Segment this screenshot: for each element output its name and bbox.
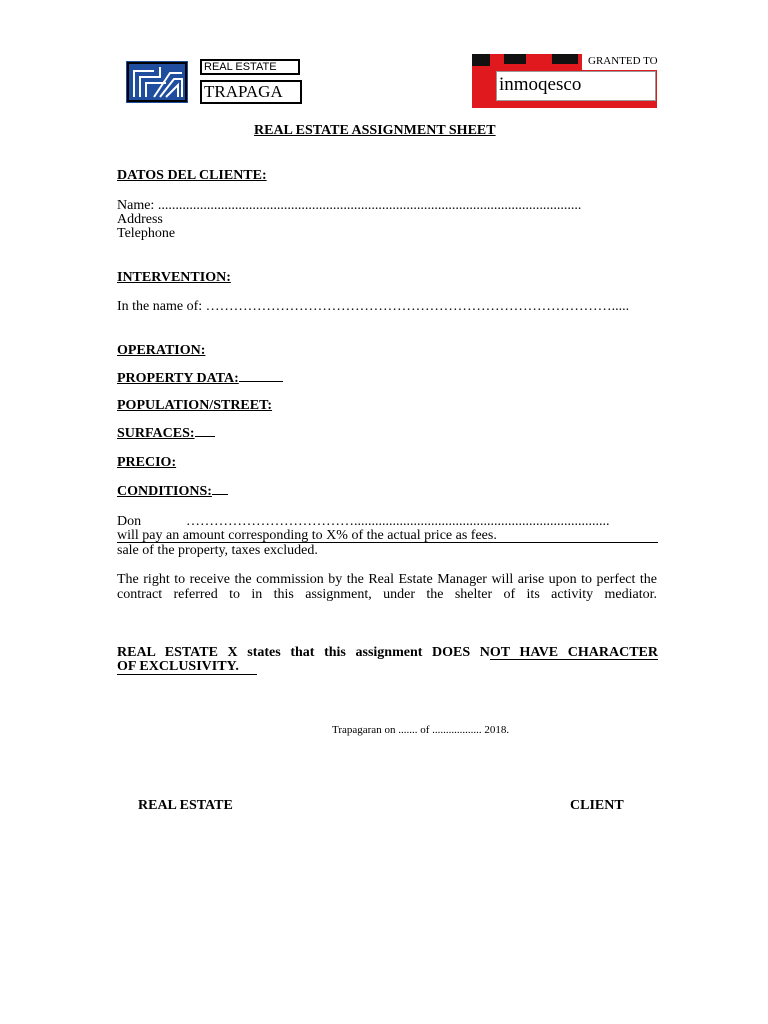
surfaces-blank (195, 436, 215, 437)
property-data-blank (239, 381, 283, 382)
place-date-line: Trapagaran on ....... of .................. 2018. (332, 724, 510, 736)
sale-line: sale of the property, taxes excluded. (117, 543, 318, 558)
granted-to-label: GRANTED TO (588, 55, 658, 67)
client-data-heading: DATOS DEL CLIENTE: (117, 168, 267, 183)
population-street-heading: POPULATION/STREET: (117, 398, 273, 413)
commission-paragraph: The right to receive the commission by the Real Estate Manager will arise upon to perfect the contract referred to in this assignment, under the shelter of its activity mediator. (117, 572, 657, 602)
client-telephone-label: Telephone (117, 226, 176, 241)
don-label: Don (117, 514, 142, 529)
precio-heading: PRECIO: (117, 455, 177, 470)
exclusivity-line-2: OF EXCLUSIVITY. (117, 659, 257, 675)
signature-real-estate: REAL ESTATE (138, 798, 233, 813)
client-name-line: Name: ......................................................................................................................... (117, 198, 582, 213)
exclusivity-line-1: REAL ESTATE X states that this assignment DOES NOT HAVE CHARACTER (117, 645, 658, 660)
property-data-heading: PROPERTY DATA: (117, 371, 283, 387)
logo-text-trapaga: TRAPAGA (200, 80, 302, 104)
surfaces-heading: SURFACES: (117, 426, 215, 442)
company-logo (126, 61, 188, 103)
exclusivity-underline (490, 659, 658, 660)
page-title: REAL ESTATE ASSIGNMENT SHEET (254, 123, 496, 138)
fees-line: will pay an amount corresponding to X% of the actual price as fees. (117, 528, 658, 543)
conditions-blank (212, 494, 228, 495)
intervention-heading: INTERVENTION: (117, 270, 231, 285)
operation-heading: OPERATION: (117, 343, 206, 358)
intervention-name-line: In the name of: ……………………………………………………………………………..... (117, 299, 630, 314)
signature-client: CLIENT (570, 798, 624, 813)
logo-text-real-estate: REAL ESTATE (200, 59, 300, 75)
granted-to-name: inmoqesco (496, 71, 656, 101)
client-address-label: Address (117, 212, 163, 227)
conditions-heading: CONDITIONS: (117, 484, 228, 500)
don-dots: ………………………………......................................................................... (186, 514, 610, 529)
